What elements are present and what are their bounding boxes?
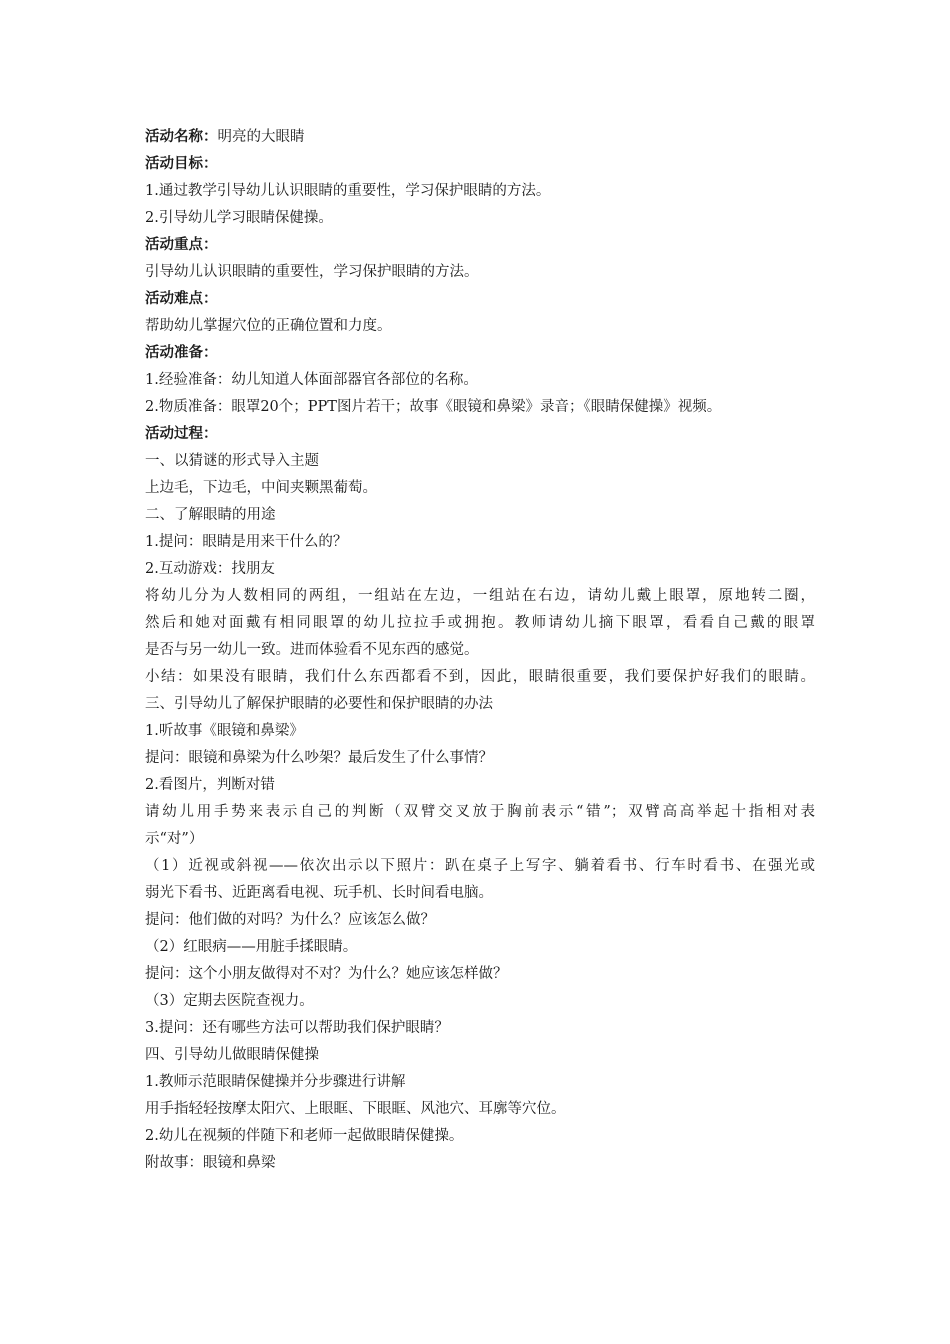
section-3-point-2: （2）红眼病——用脏手揉眼睛。 (145, 939, 358, 955)
section-3-pictures-line-1: 请幼儿用手势来表示自己的判断（双臂交叉放于胸前表示“错”；双臂高高举起十指相对表 (145, 804, 815, 820)
section-2-question: 1.提问：眼睛是用来干什么的？ (145, 534, 348, 550)
section-4-item-1: 1.教师示范眼睛保健操并分步骤进行讲解 (145, 1074, 406, 1090)
section-2-game: 2.互动游戏：找朋友 (145, 561, 275, 577)
section-3-title: 三、引导幼儿了解保护眼睛的必要性和保护眼睛的办法 (145, 696, 493, 712)
section-3-pictures: 2.看图片，判断对错 (145, 777, 275, 793)
section-3-point-1-question: 提问：他们做的对吗？为什么？应该怎么做？ (145, 912, 435, 928)
difficulty-text: 帮助幼儿掌握穴位的正确位置和力度。 (145, 318, 392, 334)
preparation-heading: 活动准备： (145, 345, 218, 361)
activity-name-value: 明亮的大眼睛 (217, 129, 305, 145)
section-3-question-3: 3.提问：还有哪些方法可以帮助我们保护眼睛？ (145, 1020, 449, 1036)
goal-heading: 活动目标： (145, 156, 218, 172)
section-3-story-question: 提问：眼镜和鼻梁为什么吵架？最后发生了什么事情？ (145, 750, 493, 766)
section-4-item-2: 2.幼儿在视频的伴随下和老师一起做眼睛保健操。 (145, 1128, 464, 1144)
section-2-title: 二、了解眼睛的用途 (145, 507, 276, 523)
key-point-heading: 活动重点： (145, 237, 218, 253)
appendix-story: 附故事：眼镜和鼻梁 (145, 1155, 276, 1171)
process-heading: 活动过程： (145, 426, 218, 442)
section-2-summary: 小结：如果没有眼睛，我们什么东西都看不到，因此，眼睛很重要，我们要保护好我们的眼睛。 (145, 669, 815, 685)
section-2-paragraph-line-2: 然后和她对面戴有相同眼罩的幼儿拉拉手或拥抱。教师请幼儿摘下眼罩，看看自己戴的眼罩 (145, 615, 815, 631)
section-3-pictures-line-2: 示“对”） (145, 831, 204, 847)
section-3-point-1-line-2: 弱光下看书、近距离看电视、玩手机、长时间看电脑。 (145, 885, 493, 901)
section-3-point-3: （3）定期去医院查视力。 (145, 993, 314, 1009)
section-3-point-1-line-1: （1）近视或斜视——依次出示以下照片：趴在桌子上写字、躺着看书、行车时看书、在强光或 (145, 858, 815, 874)
section-1-riddle: 上边毛，下边毛，中间夹颗黑葡萄。 (145, 480, 377, 496)
difficulty-heading: 活动难点： (145, 291, 218, 307)
section-4-item-1-text: 用手指轻轻按摩太阳穴、上眼眶、下眼眶、风池穴、耳廓等穴位。 (145, 1101, 566, 1117)
activity-name-label: 活动名称： (145, 129, 218, 145)
section-2-paragraph-line-1: 将幼儿分为人数相同的两组，一组站在左边，一组站在右边，请幼儿戴上眼罩，原地转二圈， (145, 588, 815, 604)
goal-item-2: 2.引导幼儿学习眼睛保健操。 (145, 210, 333, 226)
section-3-story: 1.听故事《眼镜和鼻梁》 (145, 723, 304, 739)
activity-name-row (145, 124, 815, 151)
preparation-item-1: 1.经验准备：幼儿知道人体面部器官各部位的名称。 (145, 372, 478, 388)
goal-item-1: 1.通过教学引导幼儿认识眼睛的重要性，学习保护眼睛的方法。 (145, 183, 551, 199)
lesson-plan (145, 124, 815, 1177)
section-1-title: 一、以猜谜的形式导入主题 (145, 453, 319, 469)
section-2-paragraph-line-3: 是否与另一幼儿一致。进而体验看不见东西的感觉。 (145, 642, 479, 658)
preparation-item-2: 2.物质准备：眼罩20个；PPT图片若干；故事《眼镜和鼻梁》录音；《眼睛保健操》视频。 (145, 399, 722, 415)
section-4-title: 四、引导幼儿做眼睛保健操 (145, 1047, 319, 1063)
section-3-point-2-question: 提问：这个小朋友做得对不对？为什么？她应该怎样做？ (145, 966, 508, 982)
key-point-text: 引导幼儿认识眼睛的重要性，学习保护眼睛的方法。 (145, 264, 479, 280)
